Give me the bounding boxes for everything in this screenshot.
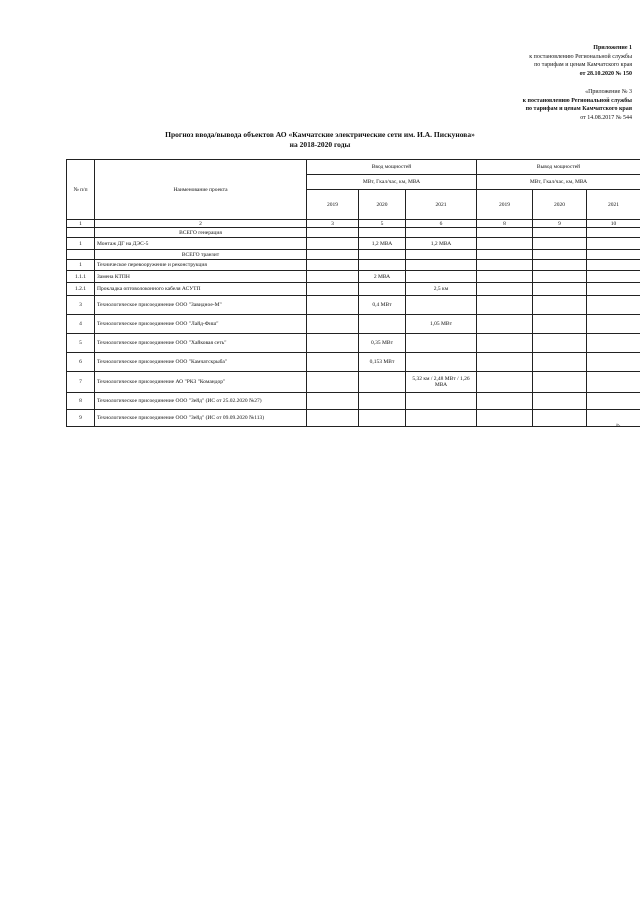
value-cell [406,410,477,427]
year-header: 2020 [359,190,406,220]
value-cell [533,271,587,283]
row-number-cell: 7 [67,372,95,393]
value-cell [307,238,359,250]
index-cell: 6 [406,220,477,228]
value-cell [477,238,533,250]
value-cell [406,271,477,283]
value-cell [533,238,587,250]
value-cell [406,334,477,353]
value-cell [587,228,640,238]
table-row [67,250,640,260]
approval-header [529,44,632,78]
value-cell: 0,153 МВт [359,353,406,372]
value-cell [477,260,533,271]
value-cell [587,410,640,427]
project-name-cell: Технологическое присоединение ООО "Завидное-М" [95,296,307,315]
value-cell [533,315,587,334]
value-cell: 1,2 МВА [406,238,477,250]
value-cell [359,283,406,296]
value-cell [477,250,533,260]
table-row [67,260,640,271]
value-cell [587,283,640,296]
value-cell [406,260,477,271]
value-cell [406,228,477,238]
table-row [67,372,640,393]
index-cell: 9 [533,220,587,228]
value-cell [307,393,359,410]
project-name-cell: Технологическое присоединение ООО "Зейд" (ИС от 25.02.2020 №27) [95,393,307,410]
value-cell [533,296,587,315]
value-cell [477,271,533,283]
value-cell [533,372,587,393]
value-cell [307,283,359,296]
index-row [67,220,640,228]
value-cell [587,271,640,283]
row-number-cell: 8 [67,393,95,410]
value-cell [533,228,587,238]
appendix-line: по тарифам и ценам Камчатского края [525,106,632,112]
value-cell [587,393,640,410]
index-cell: 3 [307,220,359,228]
value-cell [307,353,359,372]
value-cell: 1,05 МВт [406,315,477,334]
row-number-cell: 1 [67,238,95,250]
prior-appendix-header [523,88,632,122]
value-cell [477,410,533,427]
value-cell: 5,32 км / 2,48 МВт / 1,26 МВА [406,372,477,393]
table-row [67,228,640,238]
value-cell [477,228,533,238]
project-name-cell: Замена КТПН [95,271,307,283]
value-cell [587,296,640,315]
value-cell [477,296,533,315]
table-row [67,393,640,410]
value-cell [587,260,640,271]
project-name-cell: Технологическое присоединение ООО "Камчатскрыба" [95,353,307,372]
project-name-cell: Техническое перевооружение и реконструкция [95,260,307,271]
table-row [67,283,640,296]
table-row [67,334,640,353]
value-cell [587,238,640,250]
title-line: Прогноз ввода/вывода объектов АО «Камчатские электрические сети им. И.А. Пискунова» [165,130,475,139]
table-row [67,315,640,334]
value-cell [587,334,640,353]
value-cell [406,353,477,372]
project-name-cell: Технологическое присоединение АО "РКЗ "Командор" [95,372,307,393]
appendix-title: «Приложение № 3 [585,89,632,95]
page-mark: ». [616,422,621,428]
value-cell [359,260,406,271]
value-cell [406,296,477,315]
value-cell [477,334,533,353]
value-cell [406,250,477,260]
value-cell [307,334,359,353]
value-cell [359,315,406,334]
year-header: 2020 [533,190,587,220]
table-row [67,238,640,250]
year-header: 2021 [406,190,477,220]
value-cell: 0,35 МВт [359,334,406,353]
value-cell [533,393,587,410]
value-cell [307,250,359,260]
col-header-num: № п/п [67,160,95,220]
units-header-input: МВт, Гкал/час, км, МВА [307,175,477,190]
project-name-cell: Технологическое присоединение ООО "Лайд-Фиш" [95,315,307,334]
value-cell [477,283,533,296]
row-number-cell: 9 [67,410,95,427]
appendix-date: от 28.10.2020 № 150 [579,70,632,77]
value-cell [533,334,587,353]
forecast-table [66,159,640,427]
project-name-cell: Технологическое присоединение ООО "Хайковая сеть" [95,334,307,353]
value-cell: 2,5 км [406,283,477,296]
row-number-cell: 6 [67,353,95,372]
table-row [67,353,640,372]
value-cell [307,410,359,427]
value-cell [307,260,359,271]
index-cell: 2 [95,220,307,228]
value-cell [406,393,477,410]
row-number-cell: 1.1.1 [67,271,95,283]
row-number-cell: 4 [67,315,95,334]
value-cell [477,393,533,410]
value-cell [533,410,587,427]
value-cell [307,372,359,393]
project-name-cell: ВСЕГО транзит [95,250,307,260]
year-header: 2019 [307,190,359,220]
row-number-cell: 1.2.1 [67,283,95,296]
project-name-cell: ВСЕГО генерация [95,228,307,238]
index-cell: 8 [477,220,533,228]
value-cell: 1,2 МВА [359,238,406,250]
year-header: 2021 [587,190,640,220]
project-name-cell: Монтаж ДГ на ДЭС-5 [95,238,307,250]
title-line: на 2018-2020 годы [289,140,351,149]
row-number-cell: 5 [67,334,95,353]
value-cell [359,372,406,393]
value-cell [587,250,640,260]
appendix-date: от 14.08.2017 № 544 [580,114,632,121]
value-cell [307,296,359,315]
value-cell [477,353,533,372]
col-header-name: Наименование проекта [95,160,307,220]
row-number-cell: 3 [67,296,95,315]
index-cell: 5 [359,220,406,228]
units-header-output: МВт, Гкал/час, км, МВА [477,175,640,190]
value-cell [587,372,640,393]
value-cell [359,410,406,427]
group-header-input: Ввод мощностей [307,160,477,175]
value-cell: 0,4 МВт [359,296,406,315]
project-name-cell: Технологическое присоединение ООО "Зейд" (ИС от 09.09.2020 №113) [95,410,307,427]
value-cell [307,228,359,238]
value-cell [533,260,587,271]
value-cell [587,353,640,372]
row-number-cell [67,228,95,238]
table-row [67,296,640,315]
value-cell [477,372,533,393]
group-header-output: Вывод мощностей [477,160,640,175]
row-number-cell: 1 [67,260,95,271]
value-cell [359,250,406,260]
row-number-cell [67,250,95,260]
value-cell [359,228,406,238]
value-cell [533,250,587,260]
value-cell [533,353,587,372]
value-cell [307,315,359,334]
value-cell [307,271,359,283]
document-title [0,130,640,150]
value-cell [477,315,533,334]
table-row [67,410,640,427]
appendix-line: к постановлению Региональной службы [529,53,632,60]
index-cell: 1 [67,220,95,228]
value-cell: 2 МВА [359,271,406,283]
appendix-title: Приложение 1 [593,45,632,51]
appendix-line: к постановлению Региональной службы [522,97,632,104]
appendix-line: по тарифам и ценам Камчатского края [534,62,632,68]
index-cell: 10 [587,220,640,228]
year-header: 2019 [477,190,533,220]
value-cell [587,315,640,334]
project-name-cell: Прокладка оптоволоконного кабеля АСУТП [95,283,307,296]
table-row [67,271,640,283]
value-cell [359,393,406,410]
value-cell [533,283,587,296]
